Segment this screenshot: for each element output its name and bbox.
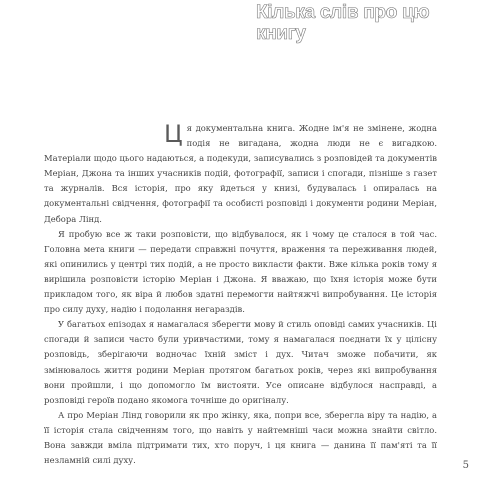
- chapter-heading-line-2: книгу: [256, 23, 306, 44]
- page-number: 5: [462, 460, 469, 471]
- chapter-heading: [256, 2, 436, 44]
- chapter-heading-line-1: Кілька слів про цю: [256, 2, 430, 23]
- paragraph-3: У багатьох епізодах я намагалася зберегти мову й стиль оповіді самих учасників. Ці спогади й записи часто були уривчастими, тому я намагалася поєднати їх у цілісну розповідь, зберігаючи водночас їхній зміст і дух. Читач зможе побачити, як змінювалось життя родини Меріан протягом багатьох років, через які випробування вони пройшли, і що допомогло їм вистояти. Усе описане відбулося насправді, а розповіді героїв подано якомога точніше до оригіналу.: [44, 319, 437, 405]
- drop-cap: Ц: [164, 120, 183, 148]
- body-text: [44, 121, 437, 468]
- paragraph-2: Я пробую все ж таки розповісти, що відбувалося, як і чому це сталося в той час. Головна мета книги — передати справжні почуття, враження та переживання людей, які опинились у центрі тих подій, а не просто викласти факти. Вже кілька років тому я вирішила розповісти історію Меріан і Джона. Я вважаю, що їхня історія може бути прикладом того, як віра й любов здатні перемогти найтяжчі випробування. Це історія про силу духу, надію і подолання негараздів.: [44, 228, 437, 315]
- paragraph-4: А про Меріан Лінд говорили як про жінку, яка, попри все, зберегла віру та надію, а її історія стала свідченням того, що навіть у найтемніші часи можна знайти світло. Вона завжди вміла підтримати тих, хто поруч, і ця книга — данина її пам'яті та її незламній силі духу.: [44, 409, 437, 466]
- paragraph-1-text: я документальна книга. Жодне ім'я не змінене, жодна подія не вигадана, жодна люди не є вигадкою. Матеріали щодо цього надаються, а подекуди, записувались з розповідей та документів Меріан, Джона та інших учасників подій, фотографії, записи і спогади, пізніше з газет та журналів. Вся історія, про яку йдеться у книзі, будувалась і опиралась на документальні свідчення, фотографії та особисті розповіді і документи родини Меріан, Дебора Лінд.: [44, 123, 437, 224]
- paragraph-1: [44, 121, 437, 227]
